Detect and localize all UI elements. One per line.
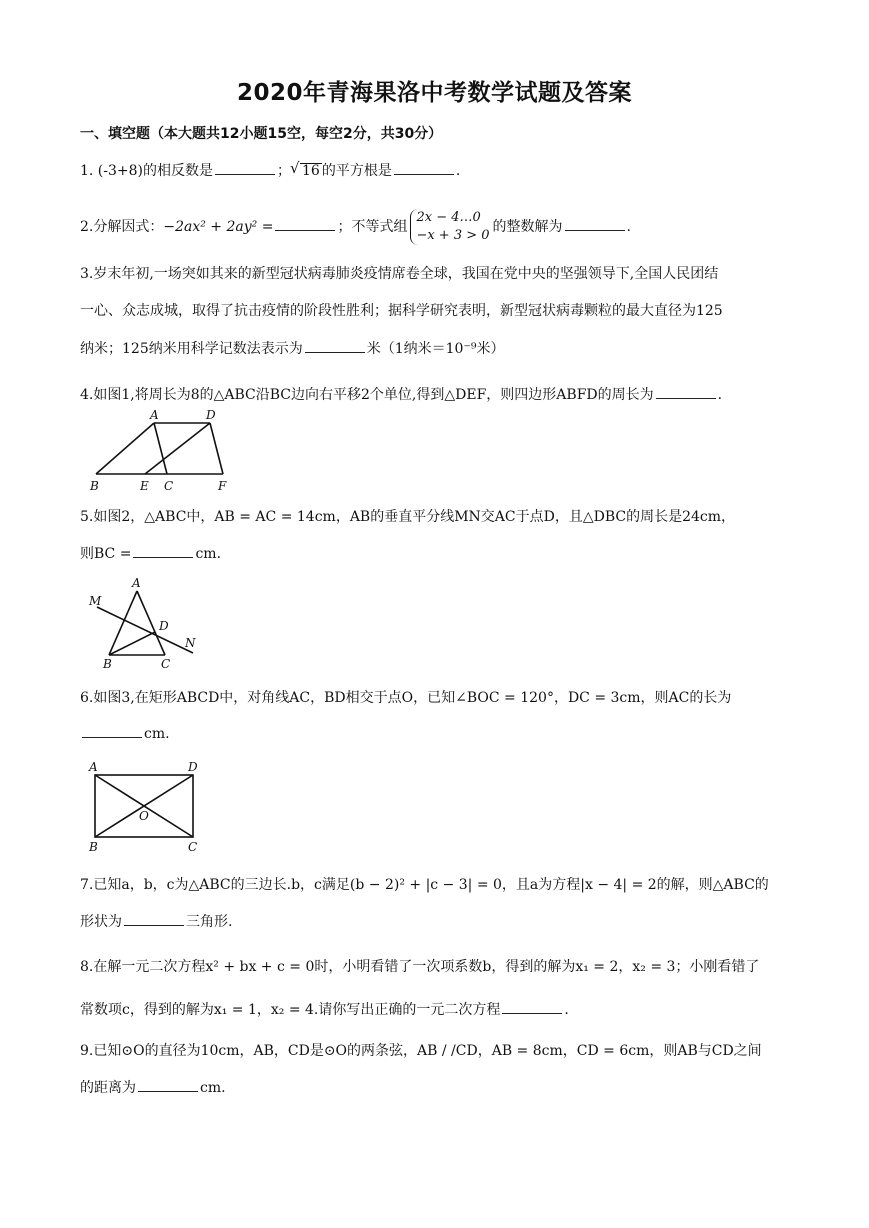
question-4: 4.如图1,将周长为8的△ABC沿BC边向右平移2个单位,得到△DEF，则四边形ABFD的周长为 . [80, 384, 792, 405]
answer-blank [502, 999, 562, 1014]
figure-2 [85, 575, 205, 674]
label-a: A [89, 760, 98, 774]
label-d: D [159, 619, 169, 633]
inequality-system: 2x − 4…0 −x + 3 > 0 [410, 209, 489, 245]
answer-blank [133, 543, 193, 558]
question-2: 2.分解因式：−2ax² + 2ay² = ；不等式组2x − 4…0 −x + 3 > 0的整数解为 . [80, 210, 631, 243]
question-7: 7.已知a，b，c为△ABC的三边长.b，c满足(b − 2)² + |c − 3| = 0，且a为方程|x − 4| = 2的解，则△ABC的 形状为 三角形. [80, 877, 769, 930]
label-f: F [218, 479, 227, 493]
question-1: 1. (-3+8)的相反数是 ；√ 16 的平方根是 . [80, 160, 792, 181]
label-a: A [150, 408, 159, 422]
label-b: B [90, 479, 99, 493]
answer-blank [275, 216, 335, 231]
label-d: D [206, 408, 216, 422]
figure-1 [88, 408, 238, 497]
label-c: C [164, 479, 174, 493]
answer-blank [82, 723, 142, 738]
label-o: O [139, 809, 149, 823]
answer-blank [124, 911, 184, 926]
square-root: √ 16 [300, 163, 322, 179]
question-3: 3.岁末年初,一场突如其来的新型冠状病毒肺炎疫情席卷全球，我国在党中央的坚强领导下,全国人民团结 一心、众志成城，取得了抗击疫情的阶段性胜利；据科学研究表明，新型冠状病毒颗粒的最大直径为125 纳米；125纳米用科学记数法表示为 米（1纳米＝10⁻⁹米） [80, 266, 723, 357]
label-a: A [132, 576, 141, 590]
answer-blank [215, 160, 275, 175]
page-title: 2020年青海果洛中考数学试题及答案 [236, 80, 632, 106]
question-6: 6.如图3,在矩形ABCD中，对角线AC，BD相交于点O，已知∠BOC = 120°，DC = 3cm，则AC的长为 cm. [80, 690, 732, 742]
answer-blank [138, 1077, 198, 1092]
answer-blank [394, 160, 454, 175]
question-9: 9.已知⊙O的直径为10cm，AB，CD是⊙O的两条弦，AB / /CD，AB = 8cm，CD = 6cm，则AB与CD之间 的距离为 cm. [80, 1043, 762, 1096]
label-c: C [188, 840, 198, 854]
section-heading: 一、填空题（本大题共12小题15空，每空2分，共30分） [80, 126, 443, 142]
label-n: N [185, 636, 196, 650]
label-b: B [89, 840, 98, 854]
question-8: 8.在解一元二次方程x² + bx + c = 0时，小明看错了一次项系数b，得到的解为x₁ = 2，x₂ = 3；小刚看错了 常数项c，得到的解为x₁ = 1，x₂ = 4.请你写出正确的一元二次方程 . [80, 959, 760, 1018]
answer-blank [305, 338, 365, 353]
answer-blank [565, 216, 625, 231]
label-e: E [140, 479, 149, 493]
label-m: M [89, 594, 102, 608]
label-c: C [161, 657, 171, 671]
answer-blank [656, 384, 716, 399]
label-d: D [188, 760, 198, 774]
figure-3 [86, 760, 206, 859]
math-expression: −2ax² + 2ay² = [163, 219, 274, 235]
label-b: B [103, 657, 112, 671]
question-5: 5.如图2，△ABC中，AB = AC = 14cm，AB的垂直平分线MN交AC于点D，且△DBC的周长是24cm， 则BC = cm. [80, 509, 736, 562]
